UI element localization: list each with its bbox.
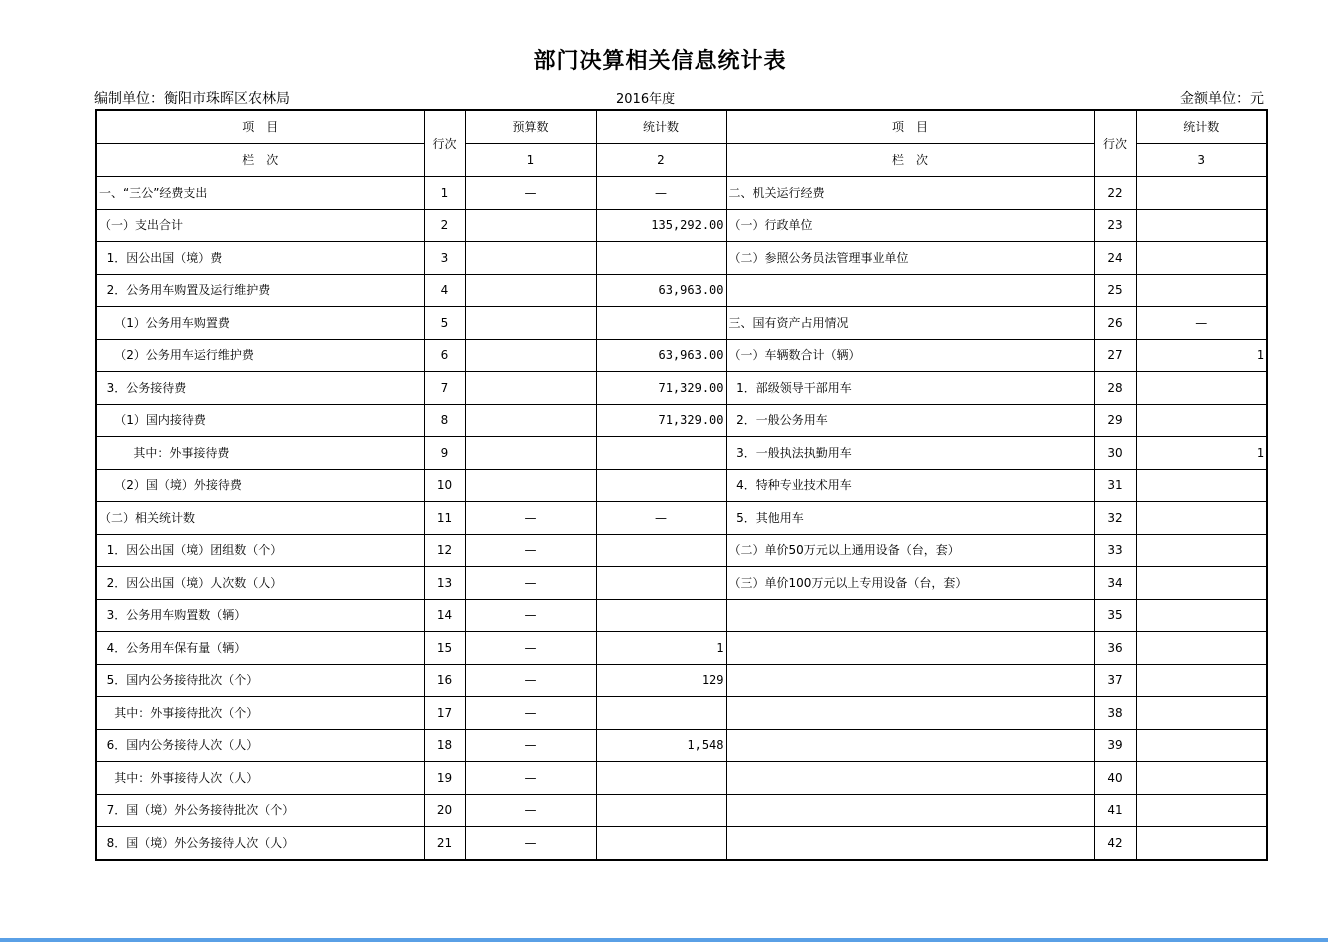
row-number-right: 35: [1094, 599, 1136, 632]
stat-value: [596, 794, 726, 827]
row-item-left: 8．国（境）外公务接待人次（人）: [96, 827, 424, 860]
row-number-left: 21: [424, 827, 465, 860]
column-label-right: 栏 次: [726, 144, 1094, 177]
row-item-right: 5．其他用车: [726, 502, 1094, 535]
row-number-left: 1: [424, 177, 465, 210]
row-number-right: 23: [1094, 209, 1136, 242]
row-item-left: 其中：外事接待人次（人）: [96, 762, 424, 795]
table-row: [96, 599, 1267, 632]
budget-value: —: [465, 502, 596, 535]
stat-value-right: [1136, 469, 1267, 502]
row-number-right: 33: [1094, 534, 1136, 567]
row-number-right: 27: [1094, 339, 1136, 372]
stat-value: [596, 469, 726, 502]
row-number-left: 11: [424, 502, 465, 535]
row-item-left: （1）国内接待费: [96, 404, 424, 437]
row-item-left: （二）相关统计数: [96, 502, 424, 535]
column-index-3: 3: [1136, 144, 1267, 177]
window-bottom-bar: [0, 938, 1328, 942]
stat-value: [596, 599, 726, 632]
stat-value-right: [1136, 274, 1267, 307]
budget-value: [465, 437, 596, 470]
row-number-left: 13: [424, 567, 465, 600]
budget-value: [465, 274, 596, 307]
stat-value-right: [1136, 502, 1267, 535]
row-item-left: 一、“三公”经费支出: [96, 177, 424, 210]
stat-value: —: [596, 502, 726, 535]
row-number-left: 20: [424, 794, 465, 827]
row-number-left: 8: [424, 404, 465, 437]
row-number-left: 9: [424, 437, 465, 470]
stat-value-right: 1: [1136, 339, 1267, 372]
row-number-right: 38: [1094, 697, 1136, 730]
table-row: [96, 307, 1267, 340]
stat-value-right: [1136, 664, 1267, 697]
stat-value: [596, 534, 726, 567]
row-number-right: 22: [1094, 177, 1136, 210]
stat-value: [596, 437, 726, 470]
row-number-left: 4: [424, 274, 465, 307]
column-label: 栏 次: [96, 144, 424, 177]
row-item-left: 7．国（境）外公务接待批次（个）: [96, 794, 424, 827]
currency-unit: 金额单位：元: [1180, 91, 1264, 107]
row-number-left: 15: [424, 632, 465, 665]
row-number-left: 14: [424, 599, 465, 632]
column-index-2: 2: [596, 144, 726, 177]
row-number-left: 5: [424, 307, 465, 340]
stat-value: 71,329.00: [596, 404, 726, 437]
row-number-right: 36: [1094, 632, 1136, 665]
row-number-right: 25: [1094, 274, 1136, 307]
row-number-right: 29: [1094, 404, 1136, 437]
stat-value: [596, 827, 726, 860]
budget-value: [465, 242, 596, 275]
fiscal-year: 2016年度: [616, 92, 676, 107]
stat-value-right: [1136, 209, 1267, 242]
row-item-left: （一）支出合计: [96, 209, 424, 242]
row-item-right: （二）单价50万元以上通用设备（台，套）: [726, 534, 1094, 567]
row-number-right: 42: [1094, 827, 1136, 860]
row-item-right: 2．一般公务用车: [726, 404, 1094, 437]
row-item-left: 2．公务用车购置及运行维护费: [96, 274, 424, 307]
stat-value-right: [1136, 599, 1267, 632]
header-row-no-right: 行次: [1094, 110, 1136, 177]
row-item-left: 1．因公出国（境）团组数（个）: [96, 534, 424, 567]
row-number-right: 30: [1094, 437, 1136, 470]
budget-value: [465, 339, 596, 372]
row-item-right: [726, 599, 1094, 632]
stat-value: [596, 567, 726, 600]
table-row: [96, 534, 1267, 567]
stat-value: [596, 242, 726, 275]
table-row: [96, 274, 1267, 307]
header-item: 项 目: [96, 110, 424, 144]
stat-value-right: —: [1136, 307, 1267, 340]
table-row: [96, 502, 1267, 535]
row-item-left: 其中：外事接待批次（个）: [96, 697, 424, 730]
row-item-left: 1．因公出国（境）费: [96, 242, 424, 275]
table-row: [96, 469, 1267, 502]
stat-value: [596, 697, 726, 730]
row-item-right: （三）单价100万元以上专用设备（台，套）: [726, 567, 1094, 600]
budget-value: —: [465, 827, 596, 860]
row-number-left: 10: [424, 469, 465, 502]
budget-value: [465, 307, 596, 340]
stat-value: 1,548: [596, 729, 726, 762]
row-item-right: 1．部级领导干部用车: [726, 372, 1094, 405]
row-item-right: 三、国有资产占用情况: [726, 307, 1094, 340]
stat-value-right: [1136, 794, 1267, 827]
stat-value-right: [1136, 729, 1267, 762]
stat-value-right: [1136, 372, 1267, 405]
row-item-right: [726, 794, 1094, 827]
stat-value: 63,963.00: [596, 339, 726, 372]
stat-value: 63,963.00: [596, 274, 726, 307]
stat-value-right: [1136, 177, 1267, 210]
row-item-right: （二）参照公务员法管理事业单位: [726, 242, 1094, 275]
row-number-right: 32: [1094, 502, 1136, 535]
row-number-right: 37: [1094, 664, 1136, 697]
row-number-left: 19: [424, 762, 465, 795]
stat-value-right: [1136, 632, 1267, 665]
row-number-left: 12: [424, 534, 465, 567]
header-row-no: 行次: [424, 110, 465, 177]
column-index-1: 1: [465, 144, 596, 177]
table-row: [96, 762, 1267, 795]
row-item-right: [726, 664, 1094, 697]
statistics-table: [95, 109, 1268, 861]
stat-value: 71,329.00: [596, 372, 726, 405]
stat-value: 135,292.00: [596, 209, 726, 242]
row-item-left: 其中：外事接待费: [96, 437, 424, 470]
row-item-left: （1）公务用车购置费: [96, 307, 424, 340]
table-row: [96, 404, 1267, 437]
row-number-left: 16: [424, 664, 465, 697]
budget-value: [465, 372, 596, 405]
page-title: 部门决算相关信息统计表: [533, 49, 787, 74]
row-number-right: 26: [1094, 307, 1136, 340]
row-item-right: （一）行政单位: [726, 209, 1094, 242]
row-item-right: 二、机关运行经费: [726, 177, 1094, 210]
table-row: [96, 827, 1267, 860]
budget-value: —: [465, 664, 596, 697]
table-row: [96, 632, 1267, 665]
row-number-right: 24: [1094, 242, 1136, 275]
row-item-left: 2．因公出国（境）人次数（人）: [96, 567, 424, 600]
row-number-left: 6: [424, 339, 465, 372]
stat-value: [596, 762, 726, 795]
budget-value: —: [465, 534, 596, 567]
row-number-right: 31: [1094, 469, 1136, 502]
stat-value-right: [1136, 762, 1267, 795]
budget-value: —: [465, 729, 596, 762]
row-item-right: （一）车辆数合计（辆）: [726, 339, 1094, 372]
row-item-left: 6．国内公务接待人次（人）: [96, 729, 424, 762]
compiling-unit: 编制单位：衡阳市珠晖区农林局: [94, 91, 290, 107]
row-item-right: 4．特种专业技术用车: [726, 469, 1094, 502]
header-row: [96, 110, 1267, 144]
row-item-right: [726, 762, 1094, 795]
column-index-row: [96, 144, 1267, 177]
row-number-left: 18: [424, 729, 465, 762]
table-row: [96, 697, 1267, 730]
row-number-right: 39: [1094, 729, 1136, 762]
header-stat: 统计数: [596, 110, 726, 144]
stat-value-right: [1136, 534, 1267, 567]
row-item-right: 3．一般执法执勤用车: [726, 437, 1094, 470]
row-item-left: （2）国（境）外接待费: [96, 469, 424, 502]
row-number-left: 3: [424, 242, 465, 275]
header-item-right: 项 目: [726, 110, 1094, 144]
budget-value: [465, 469, 596, 502]
budget-value: —: [465, 177, 596, 210]
row-item-left: 3．公务接待费: [96, 372, 424, 405]
table-row: [96, 339, 1267, 372]
row-item-right: [726, 729, 1094, 762]
stat-value: —: [596, 177, 726, 210]
row-item-left: 4．公务用车保有量（辆）: [96, 632, 424, 665]
stat-value-right: 1: [1136, 437, 1267, 470]
stat-value-right: [1136, 404, 1267, 437]
budget-value: —: [465, 762, 596, 795]
row-number-right: 34: [1094, 567, 1136, 600]
row-item-right: [726, 697, 1094, 730]
budget-value: [465, 209, 596, 242]
row-item-right: [726, 632, 1094, 665]
stat-value: [596, 307, 726, 340]
row-number-left: 7: [424, 372, 465, 405]
table-row: [96, 372, 1267, 405]
row-number-left: 17: [424, 697, 465, 730]
row-item-left: （2）公务用车运行维护费: [96, 339, 424, 372]
header-budget: 预算数: [465, 110, 596, 144]
stat-value-right: [1136, 567, 1267, 600]
stat-value-right: [1136, 242, 1267, 275]
table-row: [96, 794, 1267, 827]
table-row: [96, 242, 1267, 275]
budget-value: —: [465, 794, 596, 827]
table-row: [96, 729, 1267, 762]
table-row: [96, 567, 1267, 600]
budget-value: —: [465, 632, 596, 665]
budget-value: —: [465, 567, 596, 600]
row-number-left: 2: [424, 209, 465, 242]
stat-value: 129: [596, 664, 726, 697]
budget-value: —: [465, 697, 596, 730]
budget-value: [465, 404, 596, 437]
row-item-left: 3．公务用车购置数（辆）: [96, 599, 424, 632]
stat-value: 1: [596, 632, 726, 665]
budget-value: —: [465, 599, 596, 632]
table-row: [96, 437, 1267, 470]
stat-value-right: [1136, 827, 1267, 860]
row-item-right: [726, 827, 1094, 860]
stat-value-right: [1136, 697, 1267, 730]
table-row: [96, 177, 1267, 210]
table-row: [96, 664, 1267, 697]
header-stat-right: 统计数: [1136, 110, 1267, 144]
table-row: [96, 209, 1267, 242]
row-number-right: 40: [1094, 762, 1136, 795]
row-item-right: [726, 274, 1094, 307]
row-item-left: 5．国内公务接待批次（个）: [96, 664, 424, 697]
row-number-right: 28: [1094, 372, 1136, 405]
row-number-right: 41: [1094, 794, 1136, 827]
